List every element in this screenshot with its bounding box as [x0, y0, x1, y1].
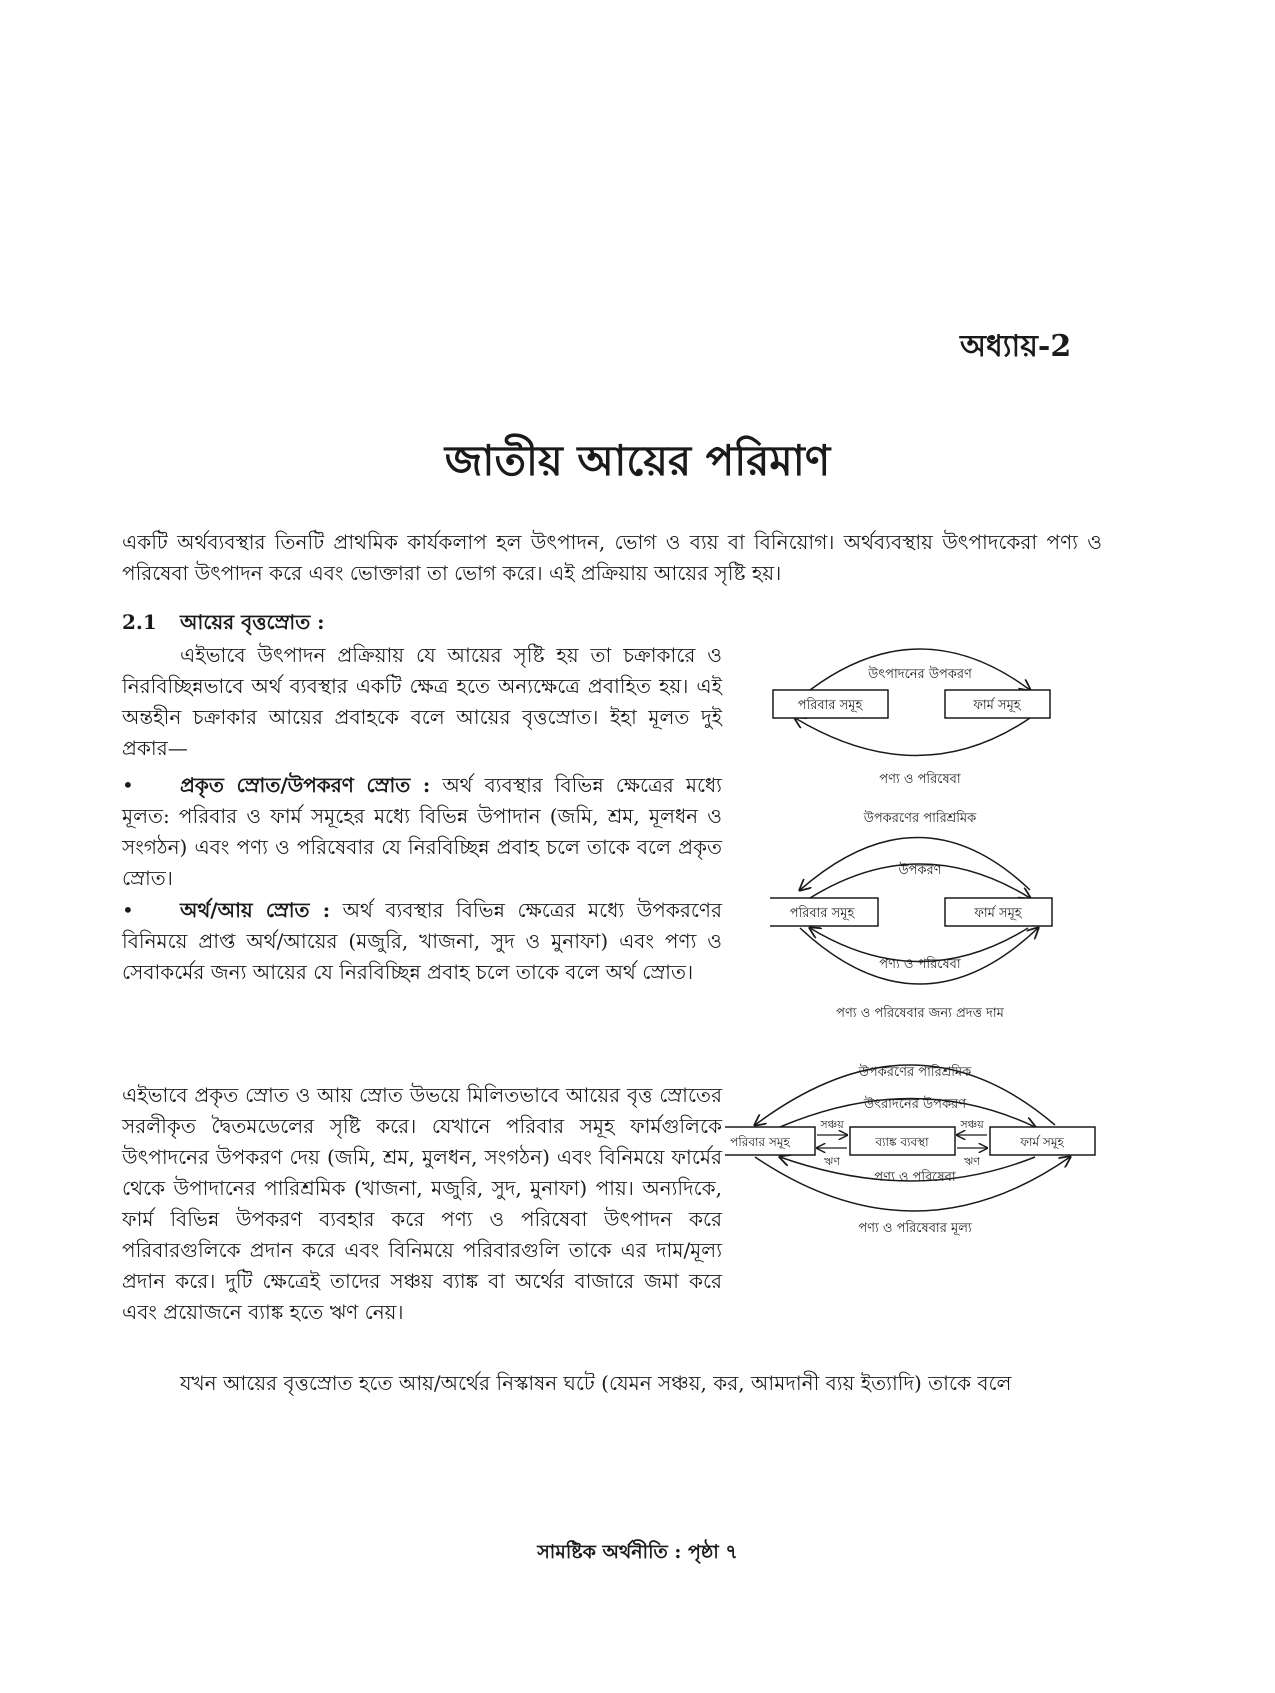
- page-footer: সামষ্টিক অর্থনীতি : পৃষ্ঠা ৭: [537, 1541, 738, 1563]
- chapter-label: অধ্যায়-2: [960, 329, 1072, 364]
- loan-right-label: ঋণ: [964, 1155, 980, 1168]
- outer-bottom-label: পণ্য ও পরিষেবার জন্য প্রদত্ত দাম: [836, 1006, 1004, 1021]
- bullet-text: অর্থ ব্যবস্থার বিভিন্ন ক্ষেত্রের মধ্যে উপকরণের বিনিময়ে প্রাপ্ত অর্থ/আয়ের (মজুরি, খাজনা, সুদ ও মুনাফা) এবং পণ্য ও সেবাকর্মের জন্য আয়ের যে নিরবিচ্ছিন্ন প্রবাহ চলে তাকে বলে অর্থ স্রোত।: [122, 898, 723, 984]
- section-number: 2.1: [122, 610, 157, 634]
- households-label: পরিবার সমূহ: [789, 906, 855, 921]
- section-heading: [122, 608, 325, 641]
- loan-left-label: ঋণ: [824, 1155, 840, 1168]
- outer-bottom-arrow: [800, 928, 1038, 984]
- section-title: আয়ের বৃত্তস্রোত :: [180, 610, 325, 634]
- firms-label: ফার্ম সমূহ: [1020, 1135, 1064, 1149]
- intro-paragraph: একটি অর্থব্যবস্থার তিনটি প্রাথমিক কার্যকলাপ হল উৎপাদন, ভোগ ও ব্যয় বা বিনিয়োগ। অর্থব্যবস্থায় উৎপাদকেরা পণ্য ও পরিষেবা উৎপাদন করে এবং ভোক্তারা তা ভোগ করে। এই প্রক্রিয়ায় আয়ের সৃষ্টি হয়।: [122, 530, 1102, 585]
- outer-top-label: উপকরণের পারিশ্রমিক: [863, 811, 977, 826]
- section-paragraph-1: এইভাবে উৎপাদন প্রক্রিয়ায় যে আয়ের সৃষ্টি হয় তা চক্রাকারে ও নিরবিচ্ছিন্নভাবে অর্থ ব্যবস্থার একটি ক্ষেত্র হতে অন্যক্ষেত্রে প্রবাহিত হয়। এই অন্তহীন চক্রাকার আয়ের প্রবাহকে বলে আয়ের বৃত্তস্রোত। ইহা মূলত দুই প্রকার—: [122, 643, 722, 760]
- saving-right-label: সঞ্চয়: [960, 1118, 984, 1131]
- households-label: পরিবার সমূহ: [797, 698, 863, 713]
- saving-left-label: সঞ্চয়: [820, 1118, 844, 1131]
- top-label: উৎপাদনের উপকরণ: [868, 667, 972, 682]
- bullet-money-flow: [122, 895, 722, 988]
- outer-top-label: উপকরণের পারিশ্রমিক: [858, 1065, 972, 1080]
- bullet-text: অর্থ ব্যবস্থার বিভিন্ন ক্ষেত্রের মধ্যে মূলত: পরিবার ও ফার্ম সমূহের মধ্যে বিভিন্ন উপাদান (জমি, শ্রম, মূলধন ও সংগঠন) এবং পণ্য ও পরিষেবার যে নিরবিচ্ছিন্ন প্রবাহ চলে তাকে বলে প্রকৃত স্রোত।: [122, 773, 722, 890]
- households-label: পরিবার সমূহ: [730, 1135, 790, 1149]
- bullet-marker: •: [122, 773, 134, 797]
- bullet-term: প্রকৃত স্রোত/উপকরণ স্রোত :: [180, 773, 431, 797]
- outer-bottom-label: পণ্য ও পরিষেবার মূল্য: [858, 1221, 972, 1236]
- bullet-marker: •: [122, 898, 134, 922]
- circular-flow-diagram-2: [770, 810, 1070, 1030]
- inner-top-label: উপকরণ: [898, 863, 942, 878]
- page-title: জাতীয় আয়ের পরিমাণ: [444, 436, 831, 485]
- section-paragraph-3: যখন আয়ের বৃত্তস্রোত হতে আয়/অর্থের নিস্কাষন ঘটে (যেমন সঞ্চয়, কর, আমদানী ব্যয় ইত্যাদি) তাকে বলে: [180, 1371, 1012, 1395]
- section-paragraph-2: এইভাবে প্রকৃত স্রোত ও আয় স্রোত উভয়ে মিলিতভাবে আয়ের বৃত্ত স্রোতের সরলীকৃত দ্বৈতমডেলের সৃষ্টি করে। যেখানে পরিবার সমূহ ফার্মগুলিকে উৎপাদনের উপকরণ দেয় (জমি, শ্রম, মুলধন, সংগঠন) এবং বিনিময়ে ফার্মের থেকে উপাদানের পারিশ্রমিক (খাজনা, মজুরি, সুদ, মুনাফা) পায়। অন্যদিকে, ফার্ম বিভিন্ন উপকরণ ব্যবহার করে পণ্য ও পরিষেবা উৎপাদন করে পরিবারগুলিকে প্রদান করে এবং বিনিময়ে পরিবারগুলি তাকে এর দাম/মূল্য প্রদান করে। দুটি ক্ষেত্রেই তাদের সঞ্চয় ব্যাঙ্ক বা অর্থের বাজারে জমা করে এবং প্রয়োজনে ব্যাঙ্ক হতে ঋণ নেয়।: [122, 1083, 722, 1324]
- inner-top-label: উৎরাদনের উপকরণ: [863, 1097, 967, 1112]
- bullet-real-flow: [122, 770, 722, 894]
- firms-label: ফার্ম সমূহ: [973, 698, 1021, 713]
- bank-label: ব্যাঙ্ক ব্যবস্থা: [875, 1135, 929, 1149]
- bottom-flow-arrow: [795, 718, 1030, 756]
- bottom-label: পণ্য ও পরিষেবা: [879, 772, 961, 787]
- circular-flow-diagram-3: [725, 1045, 1100, 1245]
- circular-flow-diagram-1: [770, 648, 1070, 808]
- bullet-term: অর্থ/আয় স্রোত :: [180, 898, 331, 922]
- inner-bottom-label: পণ্য ও পরিষেবা: [874, 1170, 956, 1185]
- firms-label: ফার্ম সমূহ: [974, 906, 1022, 921]
- inner-bottom-label: পণ্য ও পরিষেবা: [879, 957, 961, 972]
